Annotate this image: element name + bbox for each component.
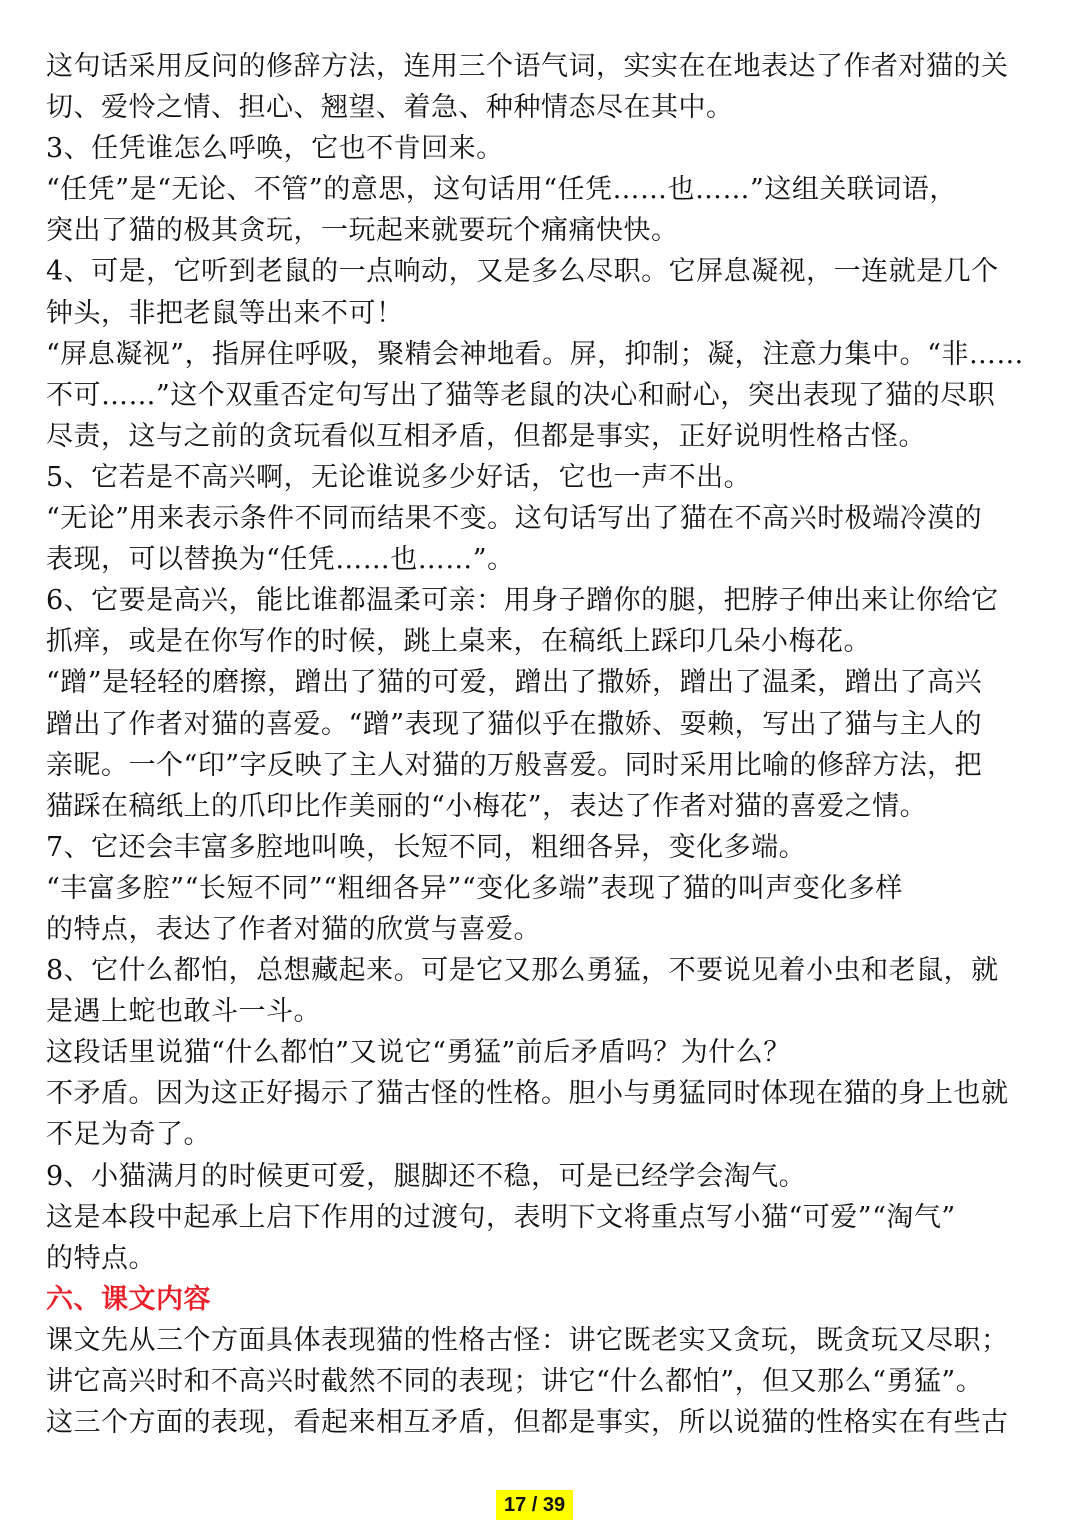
- text-line: 讲它高兴时和不高兴时截然不同的表现；讲它“什么都怕”，但又那么“勇猛”。: [46, 1366, 984, 1397]
- text-line: 钟头，非把老鼠等出来不可！: [46, 297, 404, 329]
- text-line: 6、它要是高兴，能比谁都温柔可亲：用身子蹭你的腿，把脖子伸出来让你给它: [46, 585, 999, 617]
- section-heading: 六、课文内容: [46, 1283, 211, 1315]
- text-line: 是遇上蛇也敢斗一斗。: [46, 996, 321, 1028]
- text-line: 表现，可以替换为“任凭……也……”。: [46, 544, 515, 576]
- text-line: 不矛盾。因为这正好揭示了猫古怪的性格。胆小与勇猛同时体现在猫的身上也就: [46, 1078, 1009, 1110]
- text-line: 不可……”这个双重否定句写出了猫等老鼠的决心和耐心，突出表现了猫的尽职: [46, 379, 996, 411]
- text-line: 4、可是，它听到老鼠的一点响动，又是多么尽职。它屏息凝视，一连就是几个: [46, 256, 999, 288]
- text-line: “丰富多腔”“长短不同”“粗细各异”“变化多端”表现了猫的叫声变化多样: [46, 872, 903, 904]
- text-line: 的特点，表达了作者对猫的欣赏与喜爱。: [46, 913, 541, 945]
- text-line: 3、任凭谁怎么呼唤，它也不肯回来。: [46, 133, 504, 165]
- text-line: 尽责，这与之前的贪玩看似互相矛盾，但都是事实，正好说明性格古怪。: [46, 420, 926, 452]
- text-line: 这是本段中起承上启下作用的过渡句，表明下文将重点写小猫“可爱”“淘气”: [46, 1201, 956, 1233]
- text-line: 7、它还会丰富多腔地叫唤，长短不同，粗细各异，变化多端。: [46, 831, 807, 863]
- text-line: 课文先从三个方面具体表现猫的性格古怪：讲它既老实又贪玩，既贪玩又尽职；: [46, 1324, 1009, 1356]
- text-line: 抓痒，或是在你写作的时候，跳上桌来，在稿纸上踩印几朵小梅花。: [46, 626, 871, 658]
- text-line: “蹭”是轻轻的磨擦，蹭出了猫的可爱，蹭出了撒娇，蹭出了温柔，蹭出了高兴: [46, 667, 983, 699]
- page-number-badge: 17 / 39: [496, 1490, 573, 1520]
- text-line: 9、小猫满月的时候更可爱，腿脚还不稳，可是已经学会淘气。: [46, 1160, 807, 1192]
- text-line: 这句话采用反问的修辞方法，连用三个语气词，实实在在地表达了作者对猫的关: [46, 51, 1009, 82]
- text-line: 切、爱怜之情、担心、翘望、着急、种种情态尽在其中。: [46, 92, 734, 124]
- text-line: “无论”用来表示条件不同而结果不变。这句话写出了猫在不高兴时极端冷漠的: [46, 503, 983, 535]
- text-line: 的特点。: [46, 1242, 156, 1274]
- document-body: [46, 46, 1036, 1443]
- text-line: 不足为奇了。: [46, 1119, 211, 1151]
- text-line: “任凭”是“无论、不管”的意思，这句话用“任凭……也……”这组关联词语，: [46, 174, 957, 206]
- text-line: 8、它什么都怕，总想藏起来。可是它又那么勇猛，不要说见着小虫和老鼠，就: [46, 955, 999, 987]
- text-line: “屏息凝视”，指屏住呼吸，聚精会神地看。屏，抑制；凝，注意力集中。“非……: [46, 338, 1024, 370]
- text-line: 猫踩在稿纸上的爪印比作美丽的“小梅花”，表达了作者对猫的喜爱之情。: [46, 790, 928, 822]
- paragraph-lines: [46, 46, 1036, 1279]
- text-line: 5、它若是不高兴啊，无论谁说多少好话，它也一声不出。: [46, 461, 752, 493]
- text-line: 这段话里说猫“什么都怕”又说它“勇猛”前后矛盾吗？为什么？: [46, 1037, 791, 1069]
- section-paragraph-lines: [46, 1320, 1036, 1443]
- text-line: 亲昵。一个“印”字反映了主人对猫的万般喜爱。同时采用比喻的修辞方法，把: [46, 749, 983, 781]
- text-line: 突出了猫的极其贪玩，一玩起来就要玩个痛痛快快。: [46, 215, 679, 247]
- text-line: 这三个方面的表现，看起来相互矛盾，但都是事实，所以说猫的性格实在有些古: [46, 1407, 1009, 1439]
- text-line: 蹭出了作者对猫的喜爱。“蹭”表现了猫似乎在撒娇、耍赖，写出了猫与主人的: [46, 708, 983, 740]
